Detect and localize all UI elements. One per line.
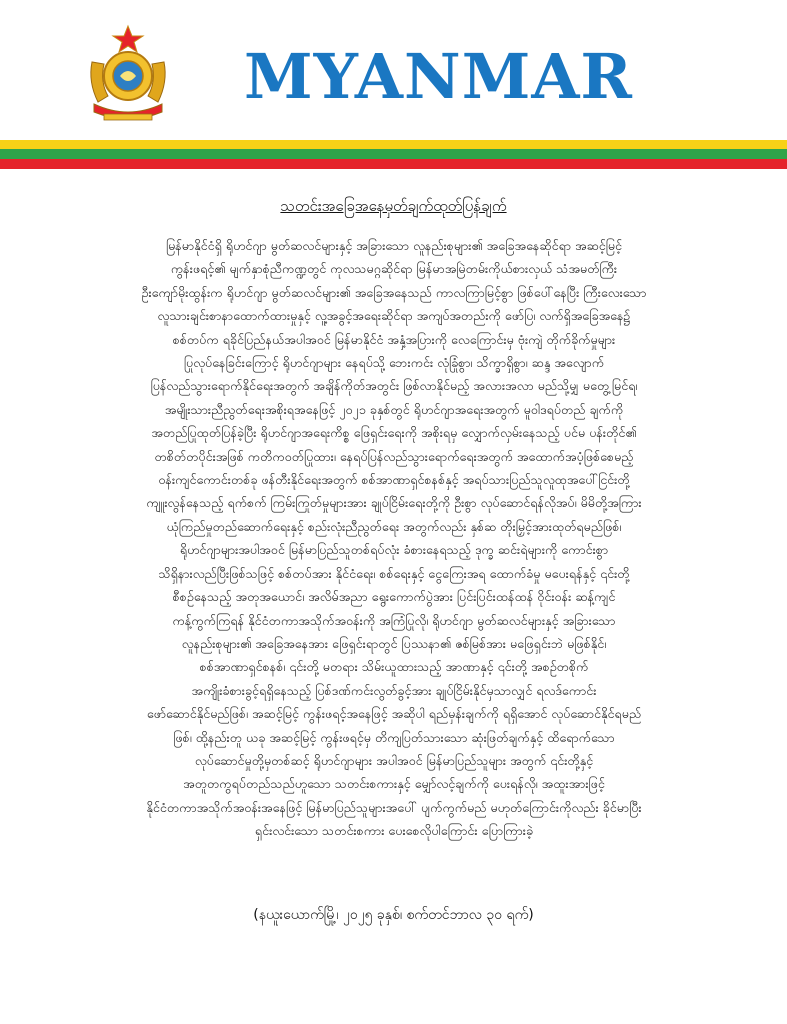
body-line: ဦးကျော်မိုးထွန်းက ရိုဟင်ဂျာ မွတ်ဆလင်များ၏ အခြေအနေသည် ကာလကြာမြင့်စွာ ဖြစ်ပေါ်နေပြီး ကြီးလေးသော [141,284,647,300]
body-line: စစ်အာဏာရှင်စနစ်၊ ၎င်းတို့ မတရား သိမ်းယူထားသည့် အာဏာနှင့် ၎င်းတို့ အစဉ်တစိုက် [199,659,589,675]
date-line: (နယူးယောက်မြို့၊ ၂၀၂၅ ခုနှစ်၊ စက်တင်ဘာလ ၃၀ ရက်) [253,907,534,923]
body-line: ပြန်လည်သွားရောက်နိုင်ရေးအတွက် အချိန်ကိုတ်အတွင်း ဖြစ်လာနိုင်မည့် အလားအလာ မည်သို့မျှ မတွေ့မြင်ရ၊ [150,378,638,394]
body-line: ရှင်းလင်းသော သတင်းစကား ပေးစေလိုပါကြောင်း ပြောကြားခဲ့ [254,823,534,839]
body-line: မြန်မာနိုင်ငံရှိ ရိုဟင်ဂျာ မွတ်ဆလင်များနှင့် အခြားသော လူနည်းစုများ၏ အခြေအနေဆိုင်ရာ အဆင့်မြင့် [165,238,623,253]
body-line: ယုံကြည်မှုတည်ဆောက်ရေးနှင့် စည်းလုံးညီညွတ်ရေး အတွက်လည်း နှစ်ဆ တိုးမြှင့်အားထုတ်ရမည်ဖြစ်၊ [166,518,622,534]
body-line: လုပ်ဆောင်မှုတို့မှတစ်ဆင့် ရိုဟင်ဂျာများ အပါအဝင် မြန်မာပြည်သူများ အတွက် ၎င်းတို့နှင့် [194,752,594,768]
body-line: အကျိုးခံစားခွင့်ရရှိနေသည့် ပြစ်ဒဏ်ကင်းလွတ်ခွင့်အား ချုပ်ငြိမ်းနိုင်မှသာလျှင် ရလဒ်ကောင်း [191,682,597,698]
body-line: လူနည်းစုများ၏ အခြေအနေအား ဖြေရှင်းရာတွင် ပြဿနာ၏ ဇစ်မြစ်အား မဖြေရှင်းဘဲ မဖြစ်နိုင်၊ [181,635,607,651]
body-line: နိုင်ငံတကာအသိုက်အဝန်းအနေဖြင့် မြန်မာပြည်သူများအပေါ် ပျက်ကွက်မည် မဟုတ်ကြောင်းကိုလည်း ခိုင်မာပြီး [146,799,642,815]
body-line: အတူတကွရပ်တည်သည်ဟူသော သတင်းစကားနှင့် မျှော်လင့်ချက်ကို ပေးရန်လို၊ အထူးအားဖြင့် [183,776,605,792]
body-line: ကျူးလွန်နေသည့် ရက်စက် ကြမ်းကြုတ်မှုများအား ချုပ်ငြိမ်းရေးတို့ကို ဦးစွာ လုပ်ဆောင်ရန်လိုအပ်၊ မိမိတို့အကြား [146,495,642,511]
body-line: စစ်တပ်က ရခိုင်ပြည်နယ်အပါအဝင် မြန်မာနိုင်ငံ အနှံ့အပြားကို လေကြောင်းမှ ဗုံးကျဲ တိုက်ခိုက်မှုများ [172,331,616,347]
body-line: ကွန်းဖရင့်၏ မျက်နှာစုံညီကဏ္ဍတွင် ကုလသမဂ္ဂဆိုင်ရာ မြန်မာအမြဲတမ်းကိုယ်စားလှယ် သံအမတ်ကြီး [170,261,618,277]
myanmar-state-seal-icon [80,24,176,124]
body-line: ဖြစ်၊ ထို့နည်းတူ ယခု အဆင့်မြင့် ကွန်းဖရင့်မှ တိကျပြတ်သားသော ဆုံးဖြတ်ချက်နှင့် ထိရောက်သော [173,729,615,745]
body-line: ဖော်ဆောင်နိုင်မည်ဖြစ်၊ အဆင့်မြင့် ကွန်းဖရင့်အနေဖြင့် အဆိုပါ ရည်မှန်းချက်ကို ရရှိအောင် လုပ်ဆောင်နိုင်ရမည် [146,706,642,722]
flag-stripe-green [0,149,787,159]
body-line: စီစဉ်နေသည့် အတုအယောင်၊ အလိမ်အညာ ရွေးကောက်ပွဲအား ပြင်းပြင်းထန်ထန် ဝိုင်းဝန်း ဆန့်ကျင် [172,589,616,605]
body-line: ပြုလုပ်နေခြင်းကြောင့် ရိုဟင်ဂျာများ နေရပ်သို့ ဘေးကင်း လုံခြုံစွာ၊ သိက္ခာရှိစွာ၊ ဆန္ဒ အလျောက် [183,355,605,371]
body-line: တစိတ်တပိုင်းအဖြစ် ကတိကဝတ်ပြုထား၊ နေရပ်ပြန်လည်သွားရောက်ရေးအတွက် အထောက်အပံ့ဖြစ်စေမည့် [154,448,634,464]
body-line: ရိုဟင်ဂျာများအပါအဝင် မြန်မာပြည်သူတစ်ရပ်လုံး ခံစားနေရသည့် ဒုက္ခ ဆင်းရဲများကို ကောင်းစွာ [179,542,609,558]
body-line: အမျိုးသားညီညွတ်ရေးအစိုးရအနေဖြင့် ၂၀၂၁ ခုနှစ်တွင် ရိုဟင်ဂျာအရေးအတွက် မူဝါဒရပ်တည် ချက်ကို [164,401,624,417]
body-line: ကန့်ကွက်ကြရန် နိုင်ငံတကာအသိုက်အဝန်းကို အကြံပြုလို၊ ရိုဟင်ဂျာ မွတ်ဆလင်များနှင့် အခြားသော [172,612,616,628]
body-line: လူသားချင်းစာနာထောက်ထားမှုနှင့် လူ့အခွင့်အရေးဆိုင်ရာ အကျပ်အတည်းကို ဖော်ပြ၊ လက်ရှိအခြေအနေ၌ [157,308,631,324]
page-title: MYANMAR [244,40,633,113]
document-title: သတင်းအခြေအနေမှတ်ချက်ထုတ်ပြန်ချက် [280,197,507,215]
body-line: ဝန်းကျင်ကောင်းတစ်ခု ဖန်တီးနိုင်ရေးအတွက် စစ်အာဏာရှင်စနစ်နှင့် အရပ်သားပြည်သူလူထုအပေါ်ငြင်းတို့ [158,472,630,488]
document-body [62,234,726,843]
body-line: အတည်ပြုထုတ်ပြန်ခဲ့ပြီး ရိုဟင်ဂျာအရေးကိစ္စ ဖြေရှင်းရေးကို အစိုးရမှ လျှောက်လှမ်းနေသည့် ပင်မ ပန်းတိုင်၏ [151,425,637,441]
body-line: သိရှိနားလည်ပြီးဖြစ်သဖြင့် စစ်တပ်အား နိုင်ငံရေး၊ စစ်ရေးနှင့် ငွေကြေးအရ ထောက်ခံမှု မပေးရန်နှင့် ၎င်းတို့ [158,565,630,581]
flag-stripe-yellow [0,140,787,149]
flag-stripe-red [0,159,787,169]
header [0,0,787,140]
